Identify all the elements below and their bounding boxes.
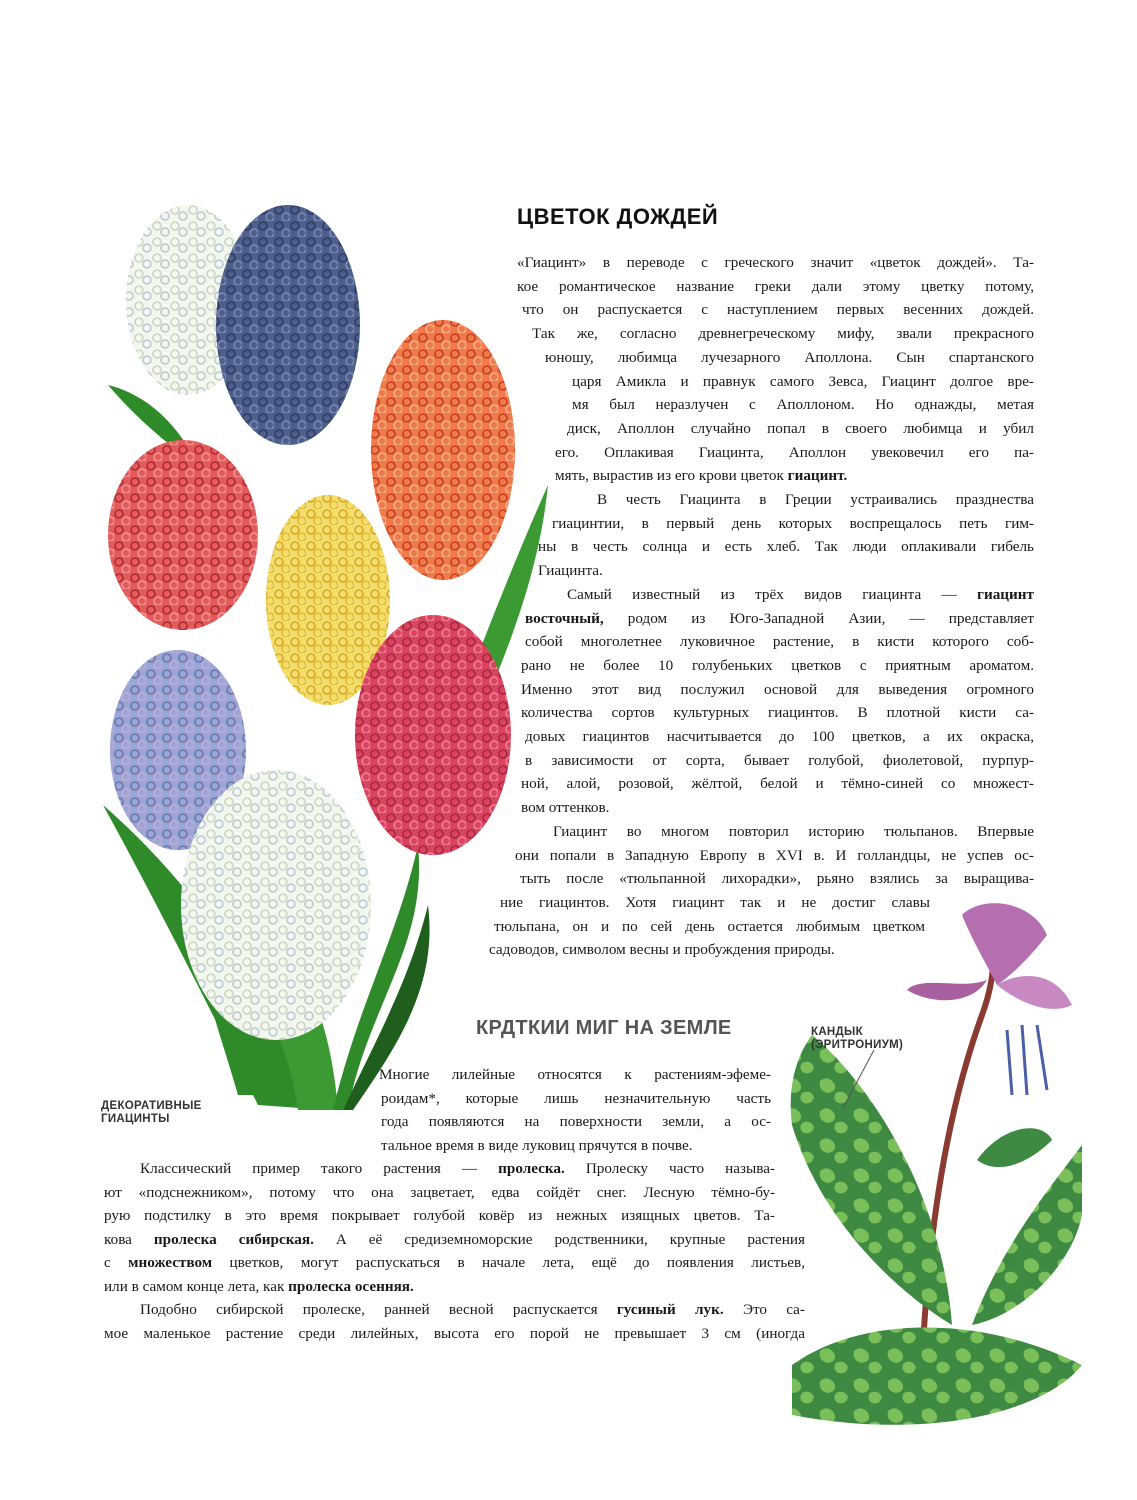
- section-title-brief-moment: КРДТКИИ МИГ НА ЗЕМЛЕ: [476, 1017, 732, 1039]
- bold-term: гиацинт.: [787, 467, 848, 485]
- text-line: [545, 347, 1034, 369]
- text-line: [381, 1111, 771, 1133]
- text-run: родом из Юго-Западной Азии, — представляет: [603, 609, 1034, 627]
- text-run: роидам*, которые лишь незначительную часть: [381, 1089, 771, 1107]
- text-line: [104, 1205, 775, 1227]
- text-run: Многие лилейные относятся к растениям-эфеме-: [379, 1066, 771, 1083]
- text-run: тюльпана, он и по сей день остается любимым цветком: [494, 917, 925, 935]
- text-run: диск, Аполлон случайно попал в своего любимца и убил: [567, 419, 1034, 437]
- text-run: А её средиземноморские родственники, крупные растения: [313, 1230, 806, 1248]
- text-line: [515, 845, 1034, 867]
- text-run: «Гиацинт» в переводе с греческого значит «цветок дождей». Та-: [517, 254, 1034, 271]
- text-run: года появляются на поверхности земли, а ос-: [381, 1113, 771, 1130]
- text-run: В честь Гиацинта в Греции устраивались празднества: [597, 491, 1034, 508]
- text-run: ют «подснежником», потому что она зацветает, едва сойдёт снег. Лесную тёмно-бу-: [104, 1183, 775, 1201]
- text-run: кова: [104, 1230, 154, 1248]
- text-run: рую подстилку в это время покрывает голубой ковёр из нежных изящных цветов. Та-: [104, 1207, 775, 1224]
- text-line: [597, 489, 1034, 511]
- text-run: собой многолетнее луковичное растение, в кисти которого соб-: [525, 633, 1034, 651]
- text-run: кое романтическое название греки дали этому цветку потому,: [517, 277, 1034, 295]
- text-run: количества сортов культурных гиацинтов. В плотной кисти са-: [521, 704, 1034, 722]
- text-line: [532, 323, 1034, 345]
- bold-term: пролеска осенняя.: [288, 1277, 414, 1295]
- text-line: [104, 1182, 775, 1204]
- text-line: [521, 655, 1034, 677]
- bold-term: множеством: [128, 1254, 213, 1271]
- text-run: довых гиацинтов насчитывается до 100 цветков, а их окраска,: [525, 728, 1034, 745]
- text-line: [104, 1229, 805, 1251]
- text-line: [555, 465, 1034, 487]
- text-run: юношу, любимца лучезарного Аполлона. Сын спартанского: [545, 348, 1034, 366]
- text-run: Гиацинт во многом повторил историю тюльпанов. Впервые: [553, 822, 1034, 840]
- kandyk-illustration: [782, 895, 1087, 1440]
- text-run: с: [104, 1254, 129, 1271]
- text-run: тыть после «тюльпанной лихорадки», рьяно взялись за выращива-: [520, 870, 1034, 888]
- text-run: Самый известный из трёх видов гиацинта —: [567, 585, 978, 603]
- text-run: они попали в Западную Европу в XVI в. И голландцы, не успев ос-: [515, 846, 1034, 864]
- text-line: [494, 916, 925, 938]
- text-run: Именно этот вид послужил основой для выведения огромного: [521, 680, 1034, 698]
- text-line: [521, 773, 1034, 795]
- text-line: [525, 608, 1034, 630]
- text-run: Гиацинта.: [538, 562, 603, 580]
- text-run: Это са-: [723, 1301, 805, 1318]
- text-line: [538, 560, 700, 582]
- text-run: Классический пример такого растения —: [140, 1160, 499, 1177]
- text-run: садоводов, символом весны и пробуждения природы.: [489, 941, 835, 959]
- text-run: рано не более 10 голубеньких цветков с приятным ароматом.: [521, 656, 1034, 674]
- text-line: [521, 797, 700, 819]
- bold-term: восточный,: [525, 609, 604, 627]
- text-run: ны в честь солнца и есть хлеб. Так люди оплакивали гибель: [538, 538, 1034, 556]
- caption-line: (ЭРИТРОНИУМ): [811, 1039, 904, 1051]
- caption-kandyk: [811, 1026, 903, 1052]
- text-run: его. Оплакивая Гиацинта, Аполлон увековечил его па-: [555, 443, 1034, 461]
- text-line: [525, 726, 1034, 748]
- bold-term: пролеска.: [498, 1160, 565, 1177]
- text-line: [140, 1158, 775, 1180]
- text-run: Подобно сибирской пролеске, ранней весной распускается: [140, 1301, 617, 1318]
- text-line: [572, 371, 1034, 393]
- text-line: [379, 1064, 771, 1086]
- caption-line: ГИАЦИНТЫ: [101, 1113, 170, 1125]
- text-line: [567, 418, 1034, 440]
- text-run: в зависимости от сорта, бывает голубой, фиолетовой, пурпур-: [525, 751, 1034, 769]
- text-line: [553, 821, 1034, 843]
- text-run: мое маленькое растение среди лилейных, высота его порой не превышает 3 см (иногда: [104, 1324, 805, 1342]
- text-line: [104, 1323, 805, 1345]
- text-line: [104, 1276, 600, 1298]
- caption-line: ДЕКОРАТИВНЫЕ: [101, 1100, 202, 1112]
- text-run: цветков, могут распускаться в начале лета, ещё до появления листьев,: [212, 1254, 805, 1271]
- text-run: гиацинтии, в первый день которых воспрещалось петь гим-: [552, 514, 1034, 532]
- text-line: [521, 702, 1034, 724]
- text-run: ной, алой, розовой, жёлтой, белой и тёмно-синей со множест-: [521, 775, 1034, 793]
- text-run: ние гиацинтов. Хотя гиацинт так и не достиг славы: [500, 893, 930, 911]
- text-line: [567, 584, 1034, 606]
- text-line: [489, 939, 908, 961]
- text-line: [538, 536, 1034, 558]
- text-run: Пролеску часто называ-: [564, 1160, 775, 1177]
- text-run: или в самом конце лета, как: [104, 1277, 289, 1295]
- text-line: [140, 1299, 805, 1321]
- caption-hyacinths: [101, 1100, 202, 1126]
- text-run: что он распускается с наступлением первых весенних дождей.: [522, 301, 1034, 319]
- bold-term: пролеска сибирская.: [153, 1230, 314, 1248]
- text-run: мя был неразлучен с Аполлоном. Но однажды, метая: [572, 396, 1034, 414]
- text-line: [525, 631, 1034, 653]
- text-line: [525, 750, 1034, 772]
- text-line: [381, 1088, 771, 1110]
- text-line: [517, 252, 1034, 274]
- hyacinths-illustration: [98, 205, 558, 1120]
- text-line: [552, 513, 1034, 535]
- text-line: [522, 299, 1034, 321]
- text-line: [555, 442, 1034, 464]
- text-run: царя Амикла и правнук самого Зевса, Гиацинт долгое вре-: [572, 372, 1034, 390]
- text-line: [520, 868, 1034, 890]
- text-run: вом оттенков.: [521, 799, 610, 817]
- text-line: [521, 679, 1034, 701]
- text-run: Так же, согласно древнегреческому мифу, звали прекрасного: [532, 325, 1034, 343]
- text-line: [500, 892, 930, 914]
- text-run: мять, вырастив из его крови цветок: [555, 467, 788, 485]
- bold-term: гиацинт: [977, 585, 1034, 603]
- caption-line: КАНДЫК: [811, 1026, 863, 1038]
- bold-term: гусиный лук.: [616, 1301, 724, 1318]
- text-line: [572, 394, 1034, 416]
- text-line: [381, 1135, 771, 1157]
- text-line: [104, 1252, 805, 1274]
- text-run: тальное время в виде луковиц прячутся в почве.: [381, 1136, 693, 1154]
- text-line: [517, 276, 1034, 298]
- section-title-rain-flower: ЦВЕТОК ДОЖДЕЙ: [517, 204, 719, 229]
